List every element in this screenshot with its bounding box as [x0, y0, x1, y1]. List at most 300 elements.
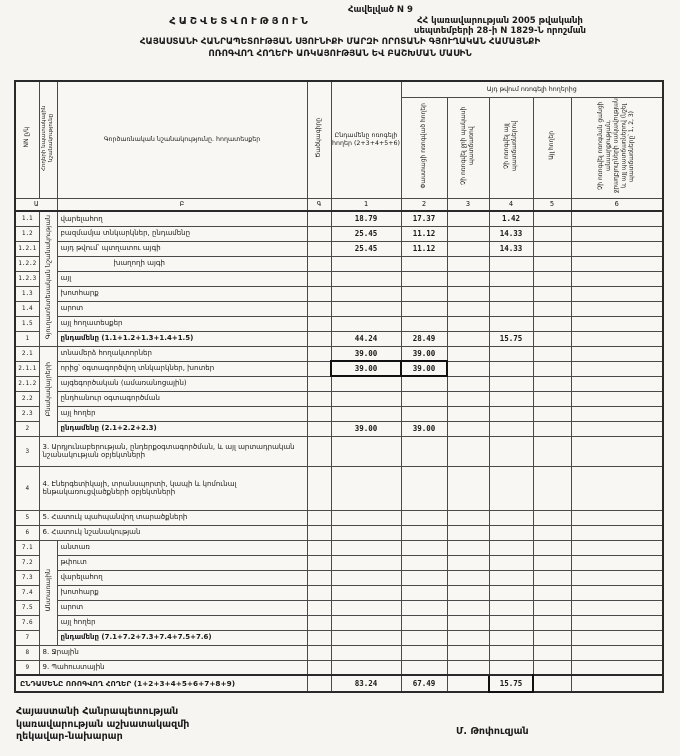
value-col-4 [489, 436, 533, 466]
land-type-label: խաղողի այգի [57, 256, 307, 271]
value-col-3 [447, 660, 489, 675]
code-cell [307, 211, 331, 226]
land-type-label: այդ թվում՝ պտղատու այգի [57, 241, 307, 256]
value-col-6 [571, 406, 663, 421]
value-col-2 [401, 645, 447, 660]
code-cell [307, 391, 331, 406]
value-col-1 [331, 660, 401, 675]
value-col-4: 14.33 [489, 241, 533, 256]
value-col-2: 11.12 [401, 226, 447, 241]
land-type-label: արոտ [57, 301, 307, 316]
row-number: 7.3 [15, 570, 39, 585]
land-type-label: այլ [57, 271, 307, 286]
value-col-2 [401, 256, 447, 271]
section-label-text: Գյուղատնտեսական նշանակության [43, 214, 52, 339]
code-cell [307, 630, 331, 645]
table-row [15, 316, 663, 331]
row-number: 1.1 [15, 211, 39, 226]
row-number: 1.2.1 [15, 241, 39, 256]
value-col-5 [533, 301, 571, 316]
row-number: 7.1 [15, 540, 39, 555]
value-col-5 [533, 376, 571, 391]
code-cell [307, 555, 331, 570]
land-category-label: 4. Էներգետիկայի, տրանսպորտի, կապի և կոմունալ ենթակառուցվածքների օբյեկտների [39, 466, 307, 510]
value-col-4: 14.33 [489, 226, 533, 241]
value-col-4 [489, 406, 533, 421]
col-header-actually-irrigated-label: Փաստացի ոռոգված հողեր [420, 102, 428, 189]
value-col-2 [401, 585, 447, 600]
value-col-6 [571, 630, 663, 645]
column-letter-b: Բ [57, 198, 307, 211]
value-col-4 [489, 256, 533, 271]
col-header-land-purpose [39, 81, 57, 198]
value-col-6 [571, 510, 663, 525]
row-number: 5 [15, 510, 39, 525]
value-col-2 [401, 600, 447, 615]
code-cell [307, 585, 331, 600]
code-cell [307, 406, 331, 421]
value-col-6 [571, 316, 663, 331]
col-header-not-irrigated-other-label: Չի ոռոգվել այլ պատճառներով [503, 120, 518, 171]
value-col-3 [447, 376, 489, 391]
value-col-5 [533, 286, 571, 301]
value-col-5 [533, 316, 571, 331]
row-number: 4 [15, 466, 39, 510]
value-col-3 [447, 331, 489, 346]
value-col-2: 39.00 [401, 421, 447, 436]
col-header-not-irrigated-other [489, 97, 533, 198]
value-col-4 [489, 346, 533, 361]
value-col-3 [447, 600, 489, 615]
land-type-label: տնամերձ հողակտորներ [57, 346, 307, 361]
row-number: 1.5 [15, 316, 39, 331]
value-col-2: 28.49 [401, 331, 447, 346]
total-row [15, 675, 663, 692]
code-cell [307, 316, 331, 331]
column-numbering-row [15, 198, 663, 211]
code-cell [307, 525, 331, 540]
value-col-4 [489, 301, 533, 316]
value-col-5 [533, 555, 571, 570]
land-category-label: 5. Հատուկ պահպանվող տարածքների [39, 510, 307, 525]
table-row [15, 241, 663, 256]
row-number: 1 [15, 331, 39, 346]
code-cell [307, 331, 331, 346]
land-type-label: բազմամյա տնկարկներ, ընդամենը [57, 226, 307, 241]
land-category-label: 8. Ջրային [39, 645, 307, 660]
table-row [15, 525, 663, 540]
value-col-3 [447, 585, 489, 600]
table-row [15, 660, 663, 675]
value-col-4 [489, 615, 533, 630]
value-col-1: 18.79 [331, 211, 401, 226]
value-col-5 [533, 436, 571, 466]
total-row-label: ԸՆԴԱՄԵՆԸ ՈՌՈԳՎՈՂ ՀՈՂԵՐ (1+2+3+4+5+6+7+8+9) [15, 675, 307, 692]
code-cell [307, 645, 331, 660]
value-col-5 [533, 510, 571, 525]
row-number: 2.3 [15, 406, 39, 421]
value-col-2 [401, 391, 447, 406]
code-cell [307, 256, 331, 271]
table-row [15, 226, 663, 241]
value-col-6 [571, 675, 663, 692]
value-col-2 [401, 466, 447, 510]
value-col-3 [447, 301, 489, 316]
code-cell [307, 466, 331, 510]
value-col-4 [489, 316, 533, 331]
column-number-5: 5 [533, 198, 571, 211]
row-number: 2 [15, 421, 39, 436]
table-row [15, 436, 663, 466]
row-number: 1.2.2 [15, 256, 39, 271]
value-col-1 [331, 600, 401, 615]
value-col-6 [571, 241, 663, 256]
row-number: 7.6 [15, 615, 39, 630]
value-col-1: 25.45 [331, 241, 401, 256]
value-col-5 [533, 361, 571, 376]
table-row [15, 361, 663, 376]
value-col-1 [331, 466, 401, 510]
value-col-2 [401, 271, 447, 286]
code-cell [307, 675, 331, 692]
value-col-6 [571, 615, 663, 630]
column-number-4: 4 [489, 198, 533, 211]
column-letter-a: Ա [15, 198, 57, 211]
code-cell [307, 660, 331, 675]
value-col-6 [571, 660, 663, 675]
value-col-2 [401, 540, 447, 555]
value-col-4 [489, 510, 533, 525]
col-header-row-number-label: NN ը/կ [23, 127, 31, 148]
value-col-2 [401, 286, 447, 301]
value-col-2: 67.49 [401, 675, 447, 692]
value-col-5 [533, 346, 571, 361]
land-type-label: անտառ [57, 540, 307, 555]
value-col-6 [571, 256, 663, 271]
land-type-label: վարելահող [57, 570, 307, 585]
value-col-3 [447, 241, 489, 256]
value-col-6 [571, 361, 663, 376]
table-row [15, 301, 663, 316]
row-number: 1.2 [15, 226, 39, 241]
value-col-6 [571, 585, 663, 600]
value-col-4 [489, 361, 533, 376]
document-subtitle-community: ՀԱՅԱՍՏԱՆԻ ՀԱՆՐԱՊԵՏՈՒԹՅԱՆ ՍՅՈՒՆԻՔԻ ՄԱՐԶԻ ՈՐՈՏԱՆԻ ԳՅՈՒՂԱԿԱՆ ՀԱՄԱՅՆՔԻ [139, 37, 541, 47]
value-col-6 [571, 600, 663, 615]
value-col-1 [331, 645, 401, 660]
value-col-3 [447, 271, 489, 286]
row-number: 2.2 [15, 391, 39, 406]
value-col-3 [447, 675, 489, 692]
value-col-2 [401, 510, 447, 525]
value-col-6 [571, 436, 663, 466]
code-cell [307, 570, 331, 585]
row-number: 7.4 [15, 585, 39, 600]
value-col-3 [447, 525, 489, 540]
value-col-1: 39.00 [331, 346, 401, 361]
value-col-6 [571, 645, 663, 660]
value-col-2 [401, 316, 447, 331]
section-label-text: Անտառային [43, 569, 52, 612]
value-col-4 [489, 286, 533, 301]
signatory-title [16, 706, 189, 744]
code-cell [307, 346, 331, 361]
value-col-5 [533, 256, 571, 271]
value-col-5 [533, 211, 571, 226]
col-header-code-label: Ծածկագիրը [315, 117, 323, 158]
land-category-label: 6. Հատուկ նշանակության [39, 525, 307, 540]
value-col-5 [533, 645, 571, 660]
land-type-label: ընդամենը (1.1+1.2+1.3+1.4+1.5) [57, 331, 307, 346]
col-group-of-which: Այդ թվում ոռոգելի հողերից [401, 81, 663, 97]
value-col-4: 15.75 [489, 675, 533, 692]
value-col-4 [489, 570, 533, 585]
value-col-4 [489, 271, 533, 286]
value-col-1: 39.00 [331, 421, 401, 436]
table-row [15, 540, 663, 555]
column-number-6: 6 [571, 198, 663, 211]
appendix-line-1: Հավելված N 9 [348, 5, 413, 15]
land-type-label: խոտհարք [57, 286, 307, 301]
row-number: 1.4 [15, 301, 39, 316]
value-col-3 [447, 346, 489, 361]
value-col-1 [331, 316, 401, 331]
value-col-6 [571, 286, 663, 301]
land-type-label: խոտհարք [57, 585, 307, 600]
table-row [15, 645, 663, 660]
table-row [15, 391, 663, 406]
column-letter-g: Գ [307, 198, 331, 211]
signatory-line-3: ղեկավար-նախարար [16, 731, 123, 742]
value-col-3 [447, 645, 489, 660]
value-col-3 [447, 436, 489, 466]
code-cell [307, 301, 331, 316]
table-row [15, 615, 663, 630]
col-header-row-number [15, 81, 39, 198]
value-col-5 [533, 570, 571, 585]
col-header-non-use-reasons-label: Չի ոռոգվել ոռոգման ցանցի անսարքության, ջրաղբյուրների սակավության և այլ պատճառներով (նշել պատճառները՝ 1, 2, 3) [597, 98, 636, 193]
land-type-label: ընդամենը (2.1+2.2+2.3) [57, 421, 307, 436]
value-col-2: 11.12 [401, 241, 447, 256]
row-number: 2.1.2 [15, 376, 39, 391]
code-cell [307, 286, 331, 301]
value-col-4 [489, 660, 533, 675]
land-type-label: թփուտ [57, 555, 307, 570]
col-header-other-lands-label: Այլ հողեր [548, 131, 556, 160]
signatory-line-1: Հայաստանի Հանրապետության [16, 706, 179, 717]
value-col-5 [533, 421, 571, 436]
col-header-actually-irrigated [401, 97, 447, 198]
value-col-1 [331, 391, 401, 406]
value-col-6 [571, 301, 663, 316]
value-col-3 [447, 256, 489, 271]
value-col-5 [533, 391, 571, 406]
code-cell [307, 271, 331, 286]
value-col-6 [571, 271, 663, 286]
value-col-4 [489, 391, 533, 406]
value-col-1 [331, 256, 401, 271]
value-col-1 [331, 286, 401, 301]
code-cell [307, 241, 331, 256]
row-number: 9 [15, 660, 39, 675]
value-col-5 [533, 585, 571, 600]
land-type-label: որից՝ օգտագործվող տնկարկներ, խոտեր [57, 361, 307, 376]
col-header-land-purpose-label: Հողերի նպատակային նշանակությունը [40, 105, 54, 171]
value-col-5 [533, 540, 571, 555]
row-number: 3 [15, 436, 39, 466]
code-cell [307, 436, 331, 466]
section-label [39, 540, 57, 645]
irrigated-lands-table [14, 80, 664, 693]
value-col-3 [447, 391, 489, 406]
value-col-4 [489, 376, 533, 391]
land-type-label: վարելահող [57, 211, 307, 226]
row-number: 1.2.3 [15, 271, 39, 286]
value-col-1 [331, 406, 401, 421]
table-row [15, 331, 663, 346]
row-number: 2.1.1 [15, 361, 39, 376]
land-type-label: այլ հողեր [57, 406, 307, 421]
value-col-4 [489, 630, 533, 645]
value-col-6 [571, 211, 663, 226]
column-number-3: 3 [447, 198, 489, 211]
value-col-3 [447, 421, 489, 436]
value-col-6 [571, 525, 663, 540]
table-row [15, 406, 663, 421]
value-col-1 [331, 510, 401, 525]
value-col-6 [571, 555, 663, 570]
value-col-2 [401, 301, 447, 316]
col-header-not-irrigated-water-shortage [447, 97, 489, 198]
value-col-1: 83.24 [331, 675, 401, 692]
value-col-5 [533, 675, 571, 692]
value-col-1 [331, 630, 401, 645]
row-number: 1.3 [15, 286, 39, 301]
value-col-1 [331, 615, 401, 630]
value-col-4 [489, 600, 533, 615]
table-row [15, 346, 663, 361]
section-label [39, 346, 57, 436]
value-col-6 [571, 346, 663, 361]
col-header-not-irrigated-water-shortage-label: Չի ոռոգվել ջրի պակասի պատճառով [460, 106, 475, 185]
row-number: 7.5 [15, 600, 39, 615]
table-row [15, 630, 663, 645]
value-col-3 [447, 406, 489, 421]
value-col-1 [331, 301, 401, 316]
table-row [15, 256, 663, 271]
value-col-5 [533, 630, 571, 645]
table-row [15, 600, 663, 615]
value-col-2 [401, 376, 447, 391]
appendix-line-2: ՀՀ կառավարության 2005 թվականի [417, 15, 583, 26]
land-type-label: ընդամենը (7.1+7.2+7.3+7.4+7.5+7.6) [57, 630, 307, 645]
value-col-1 [331, 540, 401, 555]
value-col-2: 39.00 [401, 346, 447, 361]
value-col-1 [331, 525, 401, 540]
value-col-2 [401, 555, 447, 570]
table-row [15, 211, 663, 226]
appendix-line-3: սեպտեմբերի 28-ի N 1829-Ն որոշման [413, 26, 587, 36]
table-row [15, 555, 663, 570]
land-type-label: այլ հողատեսքեր [57, 316, 307, 331]
signatory-line-2: կառավարության աշխատակազմի [16, 718, 190, 730]
value-col-6 [571, 466, 663, 510]
value-col-3 [447, 510, 489, 525]
value-col-3 [447, 570, 489, 585]
value-col-6 [571, 421, 663, 436]
value-col-2: 39.00 [401, 361, 447, 376]
col-header-non-use-reasons [571, 97, 663, 198]
col-header-code [307, 81, 331, 198]
code-cell [307, 361, 331, 376]
land-category-label: 3. Արդյունաբերության, ընդերքօգտագործման, և այլ արտադրական նշանակության օբյեկտների [39, 436, 307, 466]
signature-name: Մ. Թոփուզյան [456, 726, 529, 737]
code-cell [307, 510, 331, 525]
value-col-3 [447, 615, 489, 630]
value-col-4: 1.42 [489, 211, 533, 226]
col-header-functional-designation: Գործառնական նշանակությունը. հողատեսքեր [57, 81, 307, 198]
value-col-5 [533, 615, 571, 630]
code-cell [307, 226, 331, 241]
table-row [15, 286, 663, 301]
value-col-3 [447, 361, 489, 376]
row-number: 7 [15, 630, 39, 645]
table-row [15, 376, 663, 391]
row-number: 6 [15, 525, 39, 540]
value-col-1 [331, 570, 401, 585]
value-col-6 [571, 331, 663, 346]
land-type-label: այգեգործական (ամառանոցային) [57, 376, 307, 391]
value-col-6 [571, 226, 663, 241]
value-col-1 [331, 555, 401, 570]
value-col-4 [489, 555, 533, 570]
document-subtitle-subject: ՈՌՈԳՎՈՂ ՀՈՂԵՐԻ ԱՌԿԱՅՈՒԹՅԱՆ ԵՎ ԲԱՇԽՄԱՆ ՄԱՍԻՆ [208, 49, 472, 59]
table-row [15, 585, 663, 600]
value-col-6 [571, 376, 663, 391]
report-table-body [15, 211, 663, 692]
value-col-3 [447, 540, 489, 555]
value-col-3 [447, 211, 489, 226]
value-col-2 [401, 525, 447, 540]
value-col-1 [331, 271, 401, 286]
value-col-5 [533, 660, 571, 675]
value-col-5 [533, 271, 571, 286]
value-col-5 [533, 241, 571, 256]
col-header-total-irrigable: Ընդամենը ոռոգելի հողեր (2+3+4+5+6) [331, 81, 401, 198]
value-col-5 [533, 525, 571, 540]
value-col-2 [401, 436, 447, 466]
value-col-1 [331, 376, 401, 391]
code-cell [307, 421, 331, 436]
table-row [15, 570, 663, 585]
code-cell [307, 600, 331, 615]
value-col-2 [401, 570, 447, 585]
value-col-1: 39.00 [331, 361, 401, 376]
column-number-1: 1 [331, 198, 401, 211]
row-number: 8 [15, 645, 39, 660]
document-title: ՀԱՇՎԵՏՎՈՒԹՅՈՒՆ [169, 16, 311, 27]
land-category-label: 9. Պահուստային [39, 660, 307, 675]
value-col-2 [401, 660, 447, 675]
value-col-6 [571, 540, 663, 555]
code-cell [307, 376, 331, 391]
table-row [15, 271, 663, 286]
value-col-4 [489, 585, 533, 600]
col-header-other-lands [533, 97, 571, 198]
table-row [15, 510, 663, 525]
value-col-4 [489, 466, 533, 510]
value-col-5 [533, 600, 571, 615]
